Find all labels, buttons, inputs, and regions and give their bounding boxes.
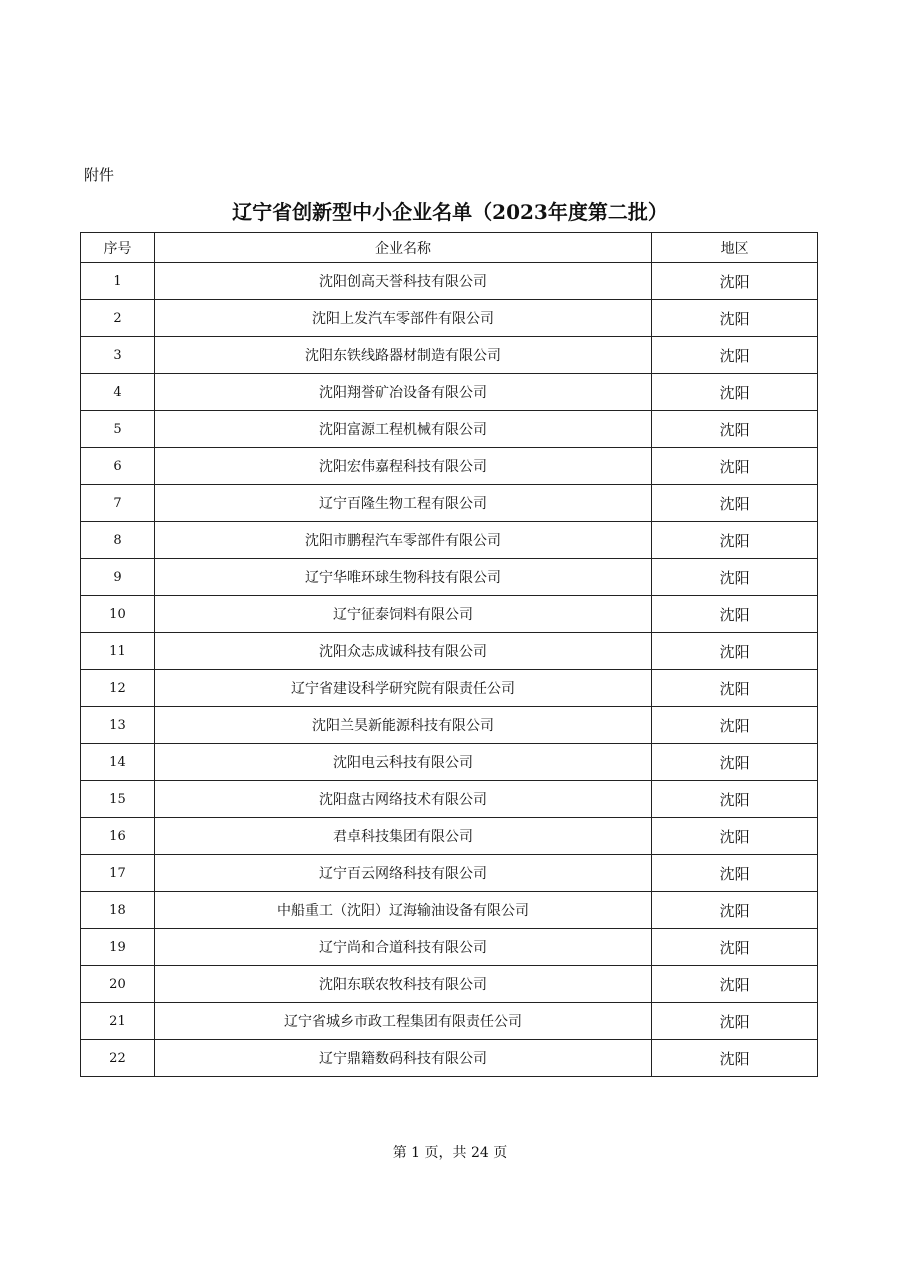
row-index: 8 (81, 522, 155, 559)
row-index: 5 (81, 411, 155, 448)
company-name: 沈阳富源工程机械有限公司 (154, 411, 651, 448)
header-region: 地区 (652, 233, 818, 263)
table-row (81, 633, 818, 670)
table-row (81, 855, 818, 892)
page-title: 辽宁省创新型中小企业名单（2023年度第二批） (232, 200, 668, 224)
table-row (81, 818, 818, 855)
row-index: 9 (81, 559, 155, 596)
region: 沈阳 (652, 1040, 818, 1077)
company-name: 辽宁省建设科学研究院有限责任公司 (154, 670, 651, 707)
row-index: 16 (81, 818, 155, 855)
row-index: 14 (81, 744, 155, 781)
region: 沈阳 (652, 522, 818, 559)
header-company-name: 企业名称 (154, 233, 651, 263)
region: 沈阳 (652, 670, 818, 707)
table-row (81, 263, 818, 300)
region: 沈阳 (652, 559, 818, 596)
company-name: 沈阳东联农牧科技有限公司 (154, 966, 651, 1003)
company-name: 辽宁征泰饲料有限公司 (154, 596, 651, 633)
row-index: 11 (81, 633, 155, 670)
company-name: 辽宁百隆生物工程有限公司 (154, 485, 651, 522)
region: 沈阳 (652, 374, 818, 411)
region: 沈阳 (652, 448, 818, 485)
table-header-row (81, 233, 818, 263)
table-row (81, 707, 818, 744)
table-row (81, 300, 818, 337)
region: 沈阳 (652, 485, 818, 522)
table-row (81, 1040, 818, 1077)
region: 沈阳 (652, 1003, 818, 1040)
page-footer: 第 1 页，共 24 页 (392, 1145, 508, 1161)
table-row (81, 744, 818, 781)
table-row (81, 966, 818, 1003)
company-name: 沈阳盘古网络技术有限公司 (154, 781, 651, 818)
region: 沈阳 (652, 781, 818, 818)
region: 沈阳 (652, 596, 818, 633)
company-name: 沈阳创高天誉科技有限公司 (154, 263, 651, 300)
region: 沈阳 (652, 929, 818, 966)
company-name: 沈阳众志成诚科技有限公司 (154, 633, 651, 670)
row-index: 21 (81, 1003, 155, 1040)
row-index: 3 (81, 337, 155, 374)
company-name: 沈阳电云科技有限公司 (154, 744, 651, 781)
row-index: 20 (81, 966, 155, 1003)
row-index: 13 (81, 707, 155, 744)
region: 沈阳 (652, 966, 818, 1003)
row-index: 10 (81, 596, 155, 633)
table-row (81, 1003, 818, 1040)
region: 沈阳 (652, 337, 818, 374)
company-name: 沈阳宏伟嘉程科技有限公司 (154, 448, 651, 485)
table-row (81, 448, 818, 485)
header-index: 序号 (81, 233, 155, 263)
row-index: 6 (81, 448, 155, 485)
company-name: 辽宁百云网络科技有限公司 (154, 855, 651, 892)
region: 沈阳 (652, 633, 818, 670)
row-index: 4 (81, 374, 155, 411)
table-row (81, 781, 818, 818)
table-row (81, 892, 818, 929)
region: 沈阳 (652, 855, 818, 892)
region: 沈阳 (652, 300, 818, 337)
company-name: 沈阳东铁线路器材制造有限公司 (154, 337, 651, 374)
table-row (81, 411, 818, 448)
row-index: 15 (81, 781, 155, 818)
company-name: 中船重工（沈阳）辽海输油设备有限公司 (154, 892, 651, 929)
row-index: 7 (81, 485, 155, 522)
table-row (81, 485, 818, 522)
row-index: 19 (81, 929, 155, 966)
company-name: 沈阳翔誉矿冶设备有限公司 (154, 374, 651, 411)
table-row (81, 559, 818, 596)
attachment-label: 附件 (84, 166, 115, 184)
company-name: 沈阳市鹏程汽车零部件有限公司 (154, 522, 651, 559)
company-name: 辽宁省城乡市政工程集团有限责任公司 (154, 1003, 651, 1040)
table-row (81, 929, 818, 966)
region: 沈阳 (652, 744, 818, 781)
row-index: 1 (81, 263, 155, 300)
row-index: 17 (81, 855, 155, 892)
row-index: 22 (81, 1040, 155, 1077)
company-name: 沈阳上发汽车零部件有限公司 (154, 300, 651, 337)
company-name: 辽宁鼎籍数码科技有限公司 (154, 1040, 651, 1077)
region: 沈阳 (652, 707, 818, 744)
region: 沈阳 (652, 263, 818, 300)
row-index: 2 (81, 300, 155, 337)
region: 沈阳 (652, 411, 818, 448)
company-name: 沈阳兰昊新能源科技有限公司 (154, 707, 651, 744)
region: 沈阳 (652, 818, 818, 855)
row-index: 18 (81, 892, 155, 929)
table-row (81, 337, 818, 374)
table-row (81, 522, 818, 559)
row-index: 12 (81, 670, 155, 707)
company-name: 君卓科技集团有限公司 (154, 818, 651, 855)
company-table (80, 232, 818, 1077)
table-row (81, 670, 818, 707)
company-name: 辽宁华唯环球生物科技有限公司 (154, 559, 651, 596)
company-name: 辽宁尚和合道科技有限公司 (154, 929, 651, 966)
table-row (81, 374, 818, 411)
region: 沈阳 (652, 892, 818, 929)
table-row (81, 596, 818, 633)
